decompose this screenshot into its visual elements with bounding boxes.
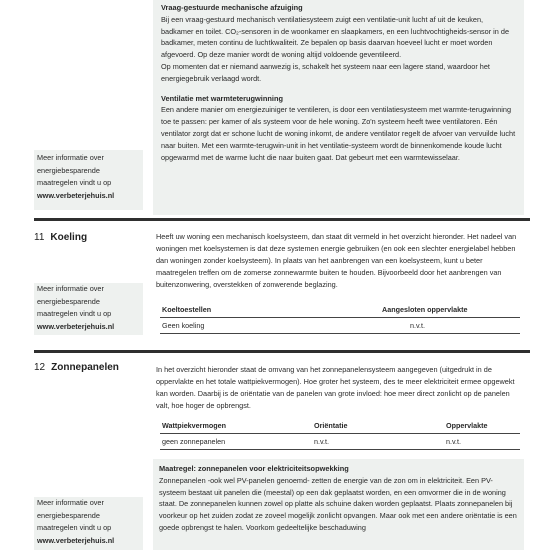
heading-demand-driven-extraction: Vraag-gestuurde mechanische afzuiging — [161, 3, 303, 12]
table-header: Aangesloten oppervlakte — [380, 302, 520, 318]
koeling-paragraph: Heeft uw woning een mechanisch koelsysteem, dan staat dit vermeld in het overzicht hieronder. Het nadeel van woningen met koelsystemen is dat deze systemen energie gebruiken (en ook een slechter energielabel hebben dan woningen zonder koelsysteem). In plaats van het aanbrengen van een koelsysteem, kunt u beter maatregelen treffen om de zomerse zonnewarmte buiten te houden. Bijvoorbeeld door het aanbrengen van buitenzonwering, overstekken of zonwerende beglazing. — [156, 232, 517, 289]
section-title-koeling — [34, 232, 87, 243]
koeling-text — [156, 231, 524, 291]
table-row — [160, 318, 520, 334]
koeling-table — [160, 302, 520, 334]
heading-heat-recovery: Ventilatie met warmteterugwinning — [161, 93, 283, 103]
section-title-text: Koeling — [50, 232, 88, 243]
paragraph-solar-measure: Zonnepanelen -ook wel PV-panelen genoemd- zetten de energie van de zon om in elektriciteit. Een PV-systeem bestaat uit panelen die (meestal) op een dak geplaatst worden, en een omvormer die in de woning staat. De zonnepanelen kunnen zowel op platte als schuine daken worden geplaatst. Plaats zonnepanelen bij voorkeur op het zuiden zodat ze zoveel mogelijk zonlicht opvangen. Maar ook met een andere oriëntatie is een goede opbrengst te halen. Voorkom gedeeltelijke beschaduwing — [159, 475, 517, 532]
side-info-line: maatregelen vindt u op — [37, 523, 112, 533]
side-info-line: energiebesparende — [37, 510, 100, 520]
side-info-line: maatregelen vindt u op — [37, 178, 112, 188]
table-row — [160, 434, 520, 450]
table-cell: n.v.t. — [380, 318, 520, 334]
side-info-box — [34, 283, 143, 335]
table-header: Wattpiekvermogen — [160, 418, 312, 434]
zonnepanelen-paragraph: In het overzicht hieronder staat de omvang van het zonnepanelensysteem aangegeven (uitgedrukt in de oppervlakte en het totale wattpiekvermogen). Hoe groter het systeem, des te meer elektriciteit ermee opgewekt kan worden. Daarbij is de oriëntatie van de panelen van grote invloed: hoe meer direct zonlicht op de panelen valt, hoe hoger de opbrengst. — [156, 365, 515, 410]
table-cell: n.v.t. — [436, 434, 520, 450]
paragraph-low-mode: Op momenten dat er niemand aanwezig is, schakelt het systeem naar een lagere stand, waardoor het energiegebruik verlaagd wordt. — [161, 61, 490, 83]
side-info-line: Meer informatie over — [37, 498, 104, 507]
section-number: 12 — [34, 362, 46, 373]
section-title-text: Zonnepanelen — [51, 362, 119, 373]
paragraph-heat-recovery: Een andere manier om energiezuiniger te ventileren, is door een ventilatiesysteem met warmte-terugwinning toe te passen: per kamer of als systeem voor de hele woning. Zo'n systeem heeft twee ventilatoren. Eén ventilator zorgt dat er schone lucht de woning inkomt, de andere ventilator regelt de afvoer van vervuilde lucht naar buiten. Met een warmte-terugwin-unit in het ventilatie-systeem wordt de binnenkomende koude lucht opgewarmd met de warme lucht die naar buiten gaat. Dat gebeurt met een warmtewisselaar. — [161, 105, 516, 162]
section-number: 11 — [34, 232, 45, 243]
table-cell: Geen koeling — [160, 318, 380, 334]
table-header-row — [160, 418, 520, 434]
side-info-line: energiebesparende — [37, 165, 100, 175]
table-cell: geen zonnepanelen — [160, 434, 312, 450]
section-title-zonnepanelen — [34, 362, 119, 373]
table-header: Oriëntatie — [312, 418, 436, 434]
paragraph-demand-driven: Bij een vraag-gestuurd mechanisch ventilatiesysteem zuigt een ventilatie-unit lucht af uit de keuken, badkamer en toilet. CO₂-sensoren in de woonkamer en slaapkamers, en een luchtvochtigheids-sensor in de badkamer, meten continu de luchtkwaliteit. Ze bepalen op basis daarvan hoeveel lucht er moet worden afgevoerd. Op deze manier wordt de woning altijd voldoende geventileerd. — [161, 14, 510, 60]
table-cell: n.v.t. — [312, 434, 436, 450]
side-info-line: maatregelen vindt u op — [37, 309, 112, 319]
side-info-link[interactable]: www.verbeterjehuis.nl — [37, 535, 115, 545]
side-info-box — [34, 497, 143, 550]
zonnepanelen-table — [160, 418, 520, 450]
table-header-row — [160, 302, 520, 318]
side-info-line: Meer informatie over — [37, 284, 104, 293]
side-info-line: Meer informatie over — [37, 153, 104, 162]
side-info-line: energiebesparende — [37, 296, 100, 306]
table-header: Koeltoestellen — [160, 302, 380, 318]
solar-measure-box — [153, 459, 524, 550]
side-info-link[interactable]: www.verbeterjehuis.nl — [37, 190, 115, 200]
table-header: Oppervlakte — [436, 418, 520, 434]
zonnepanelen-text — [156, 364, 524, 412]
side-info-box — [34, 150, 143, 210]
ventilation-info-box — [153, 0, 524, 215]
side-info-link[interactable]: www.verbeterjehuis.nl — [37, 321, 115, 331]
heading-solar-measure: Maatregel: zonnepanelen voor elektriciteitsopwekking — [159, 464, 349, 473]
section-divider — [34, 218, 530, 221]
section-divider — [34, 350, 530, 353]
